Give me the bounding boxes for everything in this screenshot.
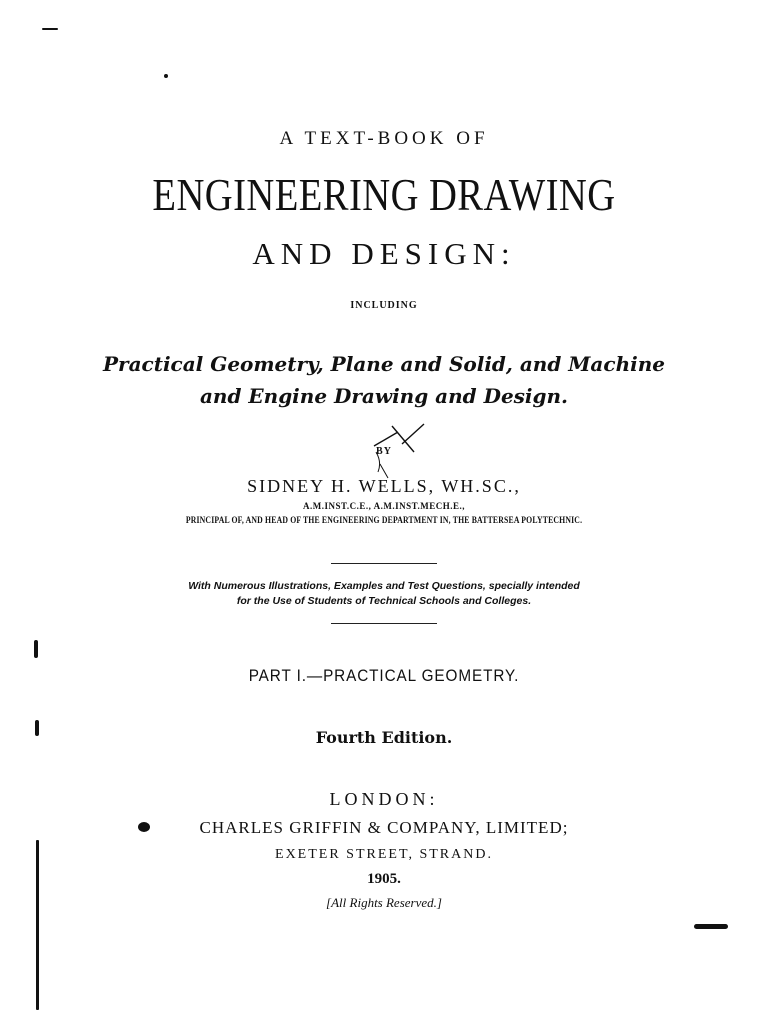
subject-line-2: and Engine Drawing and Design. <box>199 384 569 408</box>
author-position: PRINCIPAL OF, AND HEAD OF THE ENGINEERING DEPARTMENT IN, THE BATTERSEA POLYTECHNIC. <box>185 515 583 525</box>
including-label: INCLUDING <box>350 300 418 311</box>
illustrations-note-line-1: With Numerous Illustrations, Examples and Test Questions, specially intended <box>188 580 580 592</box>
by-label: BY <box>376 446 392 457</box>
scan-speck <box>34 640 38 658</box>
subject-line-1: Practical Geometry, Plane and Solid, and Machine <box>103 352 665 376</box>
publisher-street: EXETER STREET, STRAND. <box>275 847 493 862</box>
divider-top <box>331 563 437 564</box>
scan-speck <box>138 822 150 832</box>
rights-notice: [All Rights Reserved.] <box>326 895 442 910</box>
author-qualifications: A.M.INST.C.E., A.M.INST.MECH.E., <box>303 501 465 511</box>
divider-bottom <box>331 623 437 624</box>
scan-speck <box>164 74 168 78</box>
edition-label: Fourth Edition. <box>315 728 453 747</box>
scan-speck <box>36 840 39 1010</box>
illustrations-note-line-2: for the Use of Students of Technical Schools and Colleges. <box>236 595 532 607</box>
main-title: ENGINEERING DRAWING <box>152 169 616 220</box>
publication-year: 1905. <box>367 871 401 887</box>
author-name: SIDNEY H. WELLS, WH.SC., <box>247 476 521 496</box>
publisher-city: LONDON: <box>329 789 439 809</box>
sub-title: AND DESIGN: <box>252 236 516 271</box>
part-heading: PART I.—PRACTICAL GEOMETRY. <box>248 666 520 685</box>
scan-speck <box>42 28 58 30</box>
scan-speck <box>694 924 728 929</box>
scan-speck <box>35 720 39 736</box>
pre-title: A TEXT-BOOK OF <box>279 128 489 149</box>
publisher-name: CHARLES GRIFFIN & COMPANY, LIMITED; <box>199 818 569 837</box>
